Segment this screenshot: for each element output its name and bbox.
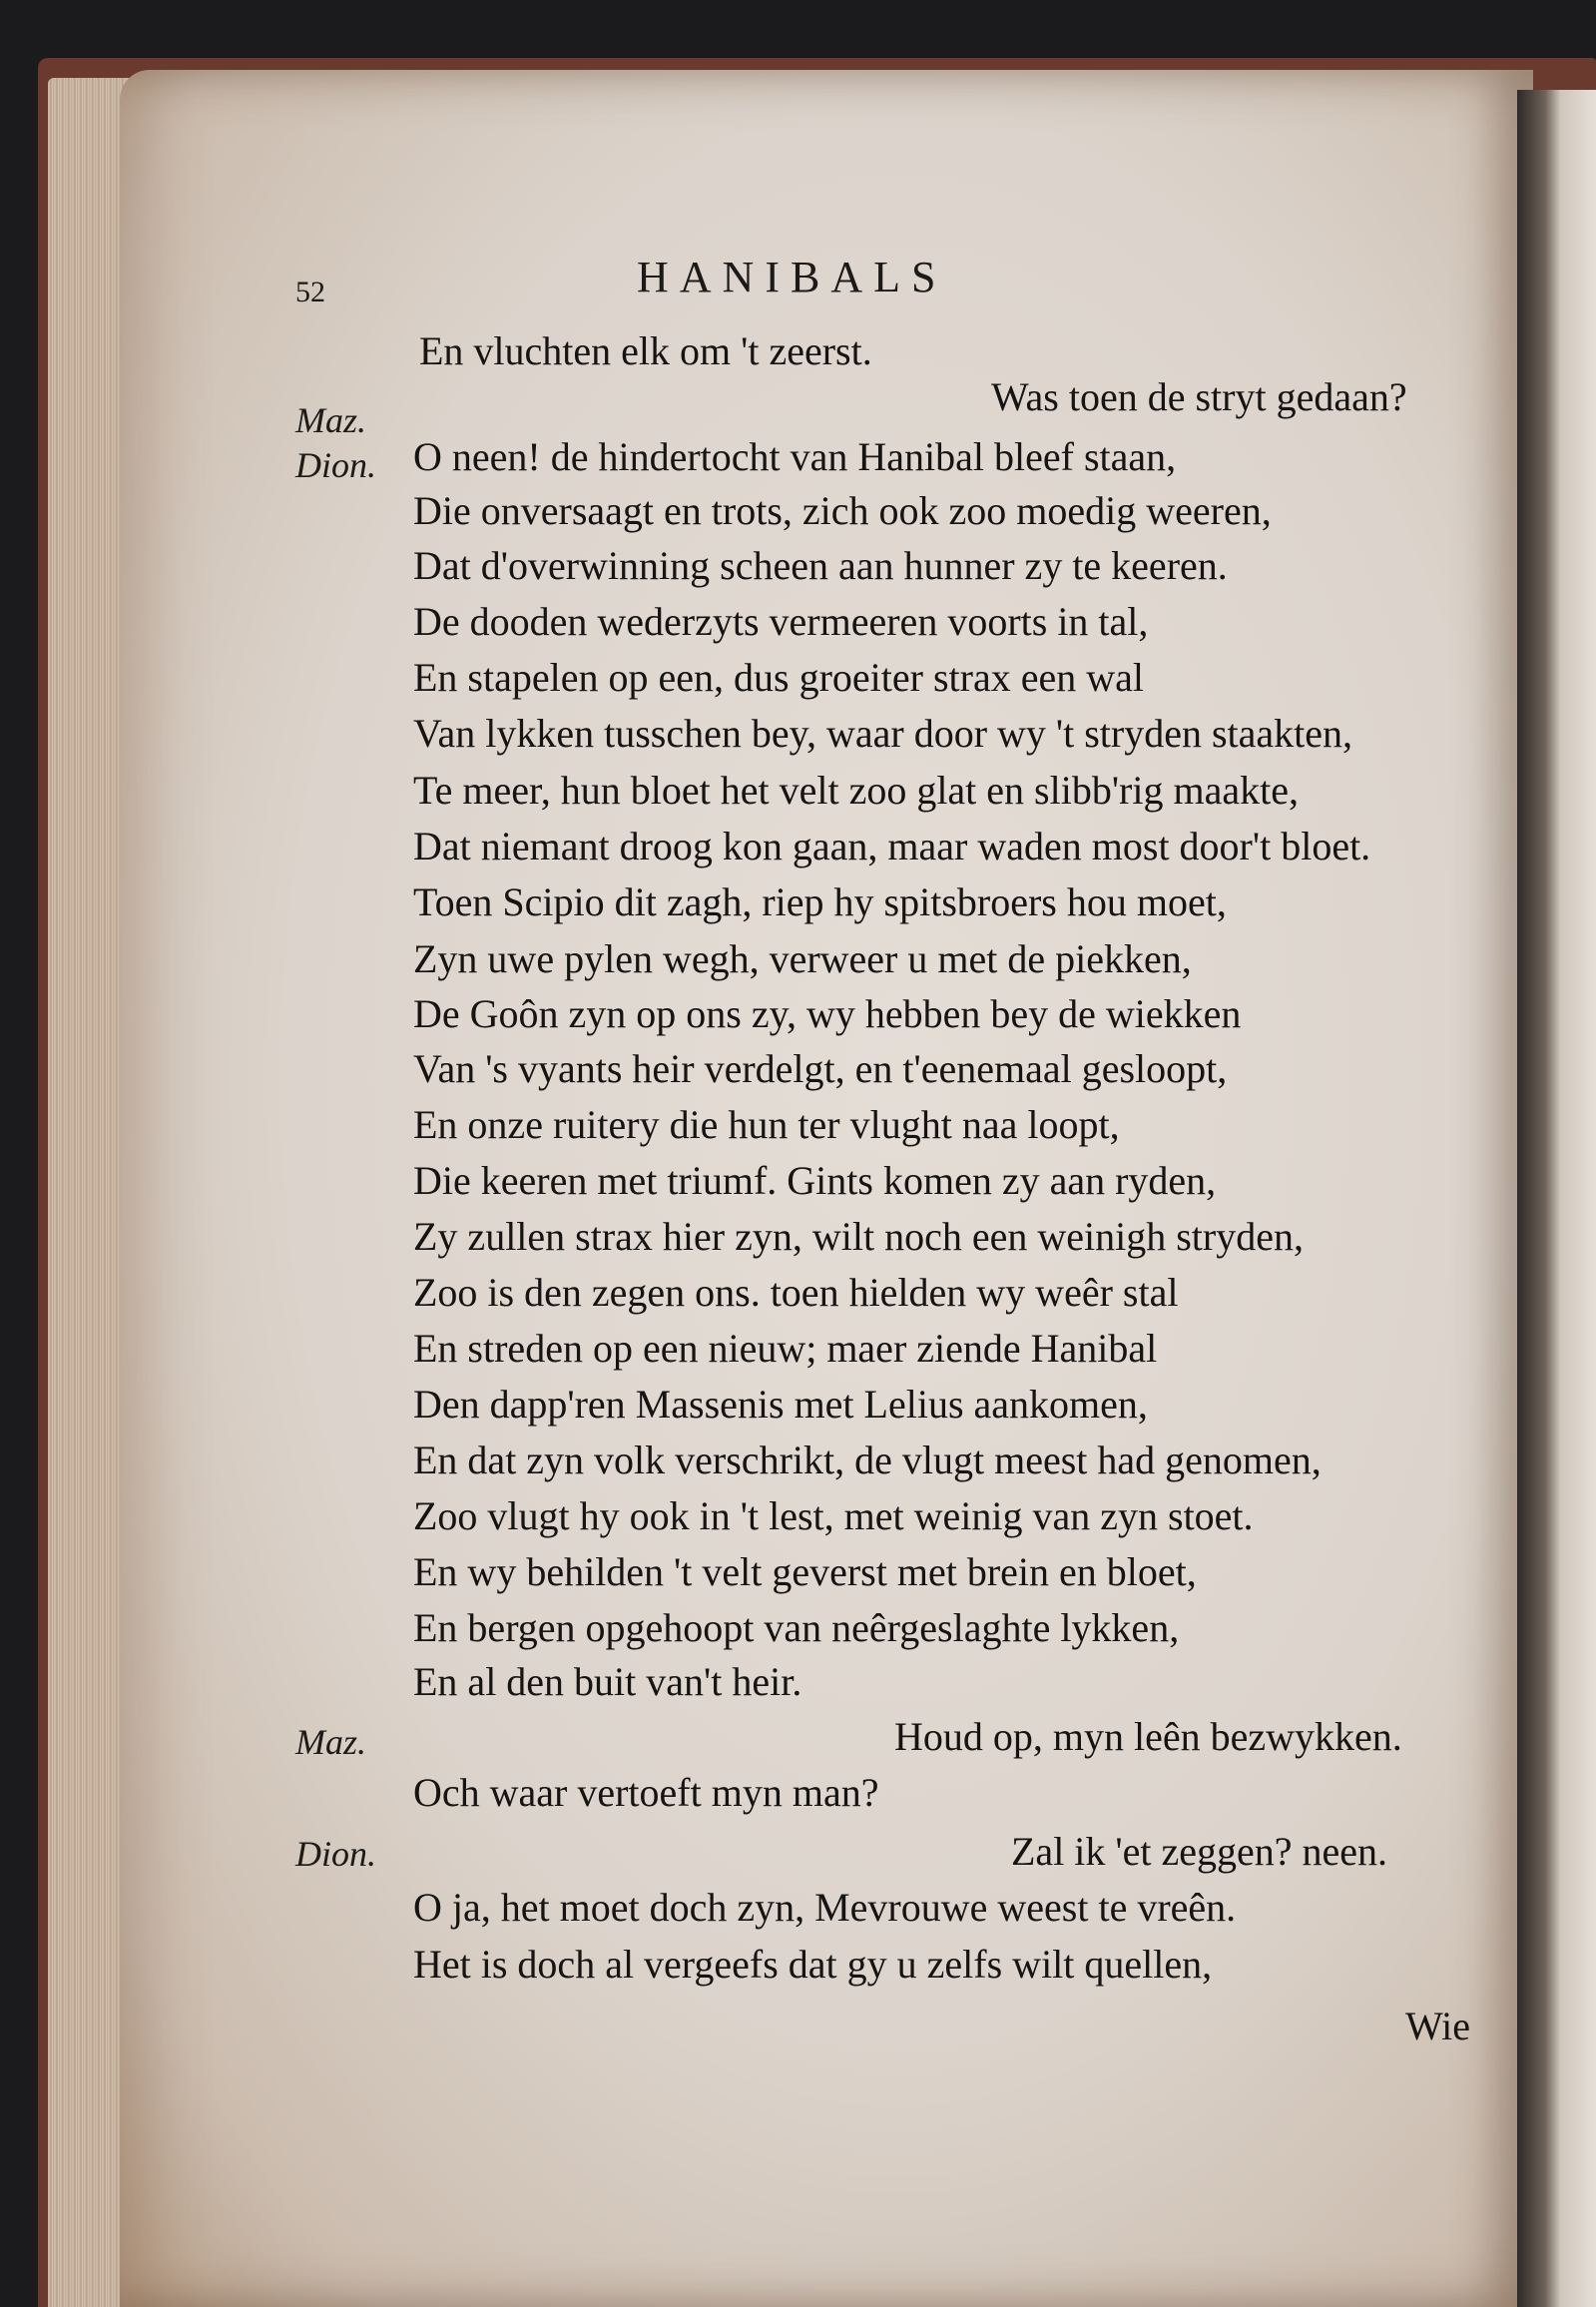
verse-line: Den dapp'ren Massenis met Lelius aankomen,: [413, 1382, 1148, 1427]
verse-line: En al den buit van't heir.: [413, 1659, 802, 1704]
verse-line: En bergen opgehoopt van neêrgeslaghte lykken,: [413, 1605, 1180, 1650]
verse-line: O ja, het moet doch zyn, Mevrouwe weest te vreên.: [413, 1885, 1237, 1930]
running-head: HANIBALS: [637, 253, 947, 301]
verse-line: Och waar vertoeft myn man?: [413, 1770, 879, 1815]
speaker-maz: Maz.: [295, 1722, 366, 1762]
verse-line: O neen! de hindertocht van Hanibal bleef staan,: [413, 434, 1177, 479]
verse-line: Van 's vyants heir verdelgt, en t'eenemaal gesloopt,: [413, 1046, 1228, 1091]
verse-line: Van lykken tusschen bey, waar door wy 't stryden staakten,: [413, 711, 1353, 756]
speaker-maz: Maz.: [295, 400, 366, 440]
verse-line: Zoo is den zegen ons. toen hielden wy weêr stal: [413, 1270, 1179, 1315]
page-number: 52: [295, 276, 325, 308]
verse-line: Zal ik 'et zeggen? neen.: [1011, 1829, 1388, 1874]
verse-line: De Goôn zyn op ons zy, wy hebben bey de wiekken: [413, 991, 1242, 1036]
verse-line: Dat d'overwinning scheen aan hunner zy te keeren.: [413, 543, 1228, 588]
speaker-dion: Dion.: [295, 445, 376, 485]
verse-line: En dat zyn volk verschrikt, de vlugt meest had genomen,: [413, 1438, 1322, 1482]
verse-line: Zoo vlugt hy ook in 't lest, met weinig van zyn stoet.: [413, 1493, 1254, 1538]
book-gutter: [1517, 90, 1596, 2307]
verse-line: Die onversaagt en trots, zich ook zoo moedig weeren,: [413, 488, 1272, 533]
verse-line: En streden op een nieuw; maer ziende Hanibal: [413, 1326, 1158, 1371]
verse-line: Dat niemant droog kon gaan, maar waden most door't bloet.: [413, 824, 1371, 868]
verse-line: De dooden wederzyts vermeeren voorts in tal,: [413, 599, 1149, 644]
verse-line: En onze ruitery die hun ter vlught naa loopt,: [413, 1102, 1120, 1147]
verse-line: Houd op, myn leên bezwykken.: [894, 1714, 1402, 1759]
speaker-dion: Dion.: [295, 1834, 376, 1874]
verse-line: Zy zullen strax hier zyn, wilt noch een weinigh stryden,: [413, 1214, 1304, 1259]
verse-line: En stapelen op een, dus groeiter strax een wal: [413, 655, 1144, 700]
verse-line: Het is doch al vergeefs dat gy u zelfs wilt quellen,: [413, 1942, 1213, 1987]
verse-line: Te meer, hun bloet het velt zoo glat en slibb'rig maakte,: [413, 768, 1299, 813]
verse-line: Was toen de stryt gedaan?: [991, 374, 1407, 419]
verse-line: Zyn uwe pylen wegh, verweer u met de piekken,: [413, 936, 1192, 981]
verse-line: En vluchten elk om 't zeerst.: [419, 328, 872, 373]
verse-line: Die keeren met triumf. Gints komen zy aan ryden,: [413, 1158, 1217, 1203]
catchword: Wie: [1405, 2004, 1471, 2048]
verse-line: En wy behilden 't velt geverst met brein en bloet,: [413, 1549, 1197, 1594]
verse-line: Toen Scipio dit zagh, riep hy spitsbroers hou moet,: [413, 879, 1227, 924]
